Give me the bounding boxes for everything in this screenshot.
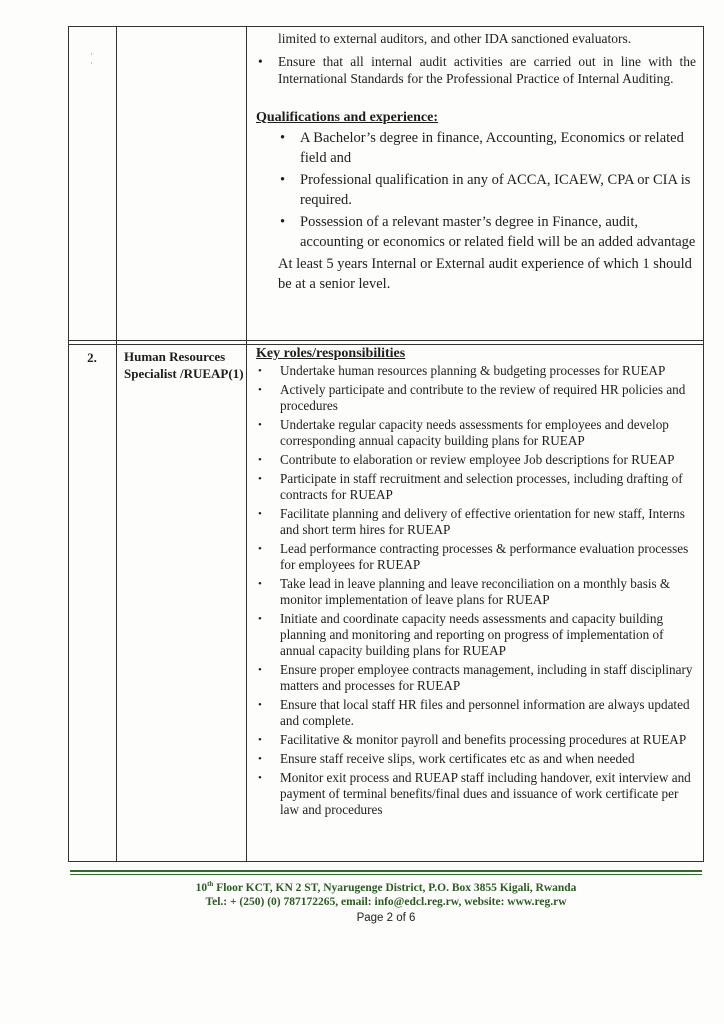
- scan-mark: · ·: [90, 49, 93, 68]
- list-item: • A Bachelor’s degree in finance, Accounting, Economics or related field and: [256, 128, 696, 168]
- page-number: Page 2 of 6: [356, 912, 416, 924]
- list-item: • Ensure that local staff HR files and personnel information are always updated and complete.: [256, 697, 696, 729]
- list-item: • Contribute to elaboration or review employee Job descriptions for RUEAP: [256, 452, 696, 468]
- row2-position-title: Human Resources Specialist /RUEAP(1): [124, 349, 244, 381]
- responsibilities-list: [256, 363, 696, 818]
- experience-note: At least 5 years Internal or External audit experience of which 1 should be at a senior level.: [278, 256, 692, 292]
- table-right-border: [703, 26, 704, 862]
- row2-number: 2.: [87, 350, 97, 365]
- table-top-border: [68, 26, 704, 27]
- list-item: • Possession of a relevant master’s degree in Finance, audit, accounting or economics or related field will be an added advantage: [256, 212, 696, 252]
- list-item: • Facilitative & monitor payroll and benefits processing procedures at RUEAP: [256, 732, 696, 748]
- table-left-border: [68, 26, 69, 862]
- key-roles-heading: Key roles/responsibilities: [256, 346, 406, 361]
- footer-rule-thin: [70, 874, 702, 875]
- list-item: • Lead performance contracting processes & performance evaluation processes for employees for RUEAP: [256, 541, 696, 573]
- list-item: • Ensure that all internal audit activities are carried out in line with the International Standards for the Professional Practice of Internal Auditing.: [256, 53, 696, 87]
- row-divider: [68, 340, 704, 341]
- list-item: • Actively participate and contribute to the review of required HR policies and procedures: [256, 382, 696, 414]
- list-item: • Take lead in leave planning and leave reconciliation on a monthly basis & monitor implementation of leave plans for RUEAP: [256, 576, 696, 608]
- column-divider-position: [246, 26, 247, 862]
- list-item: • Undertake regular capacity needs assessments for employees and develop corresponding annual capacity building plans for RUEAP: [256, 417, 696, 449]
- column-divider-number: [116, 26, 117, 862]
- address-text: Floor KCT, KN 2 ST, Nyarugenge District, P.O. Box 3855 Kigali, Rwanda: [213, 881, 577, 894]
- list-item: • Professional qualification in any of ACCA, ICAEW, CPA or CIA is required.: [256, 170, 696, 210]
- row2-description-cell: [256, 346, 696, 821]
- list-item: • Ensure proper employee contracts management, including in staff disciplinary matters and processes for RUEAP: [256, 662, 696, 694]
- row1-description-cell: [256, 30, 696, 294]
- list-item: • Initiate and coordinate capacity needs assessments and capacity building planning and monitoring and reporting on progress of implementation of annual capacity building plans for RUEAP: [256, 611, 696, 659]
- footer-rule: [70, 870, 702, 872]
- floor-number: 10: [195, 881, 208, 894]
- row-divider-double: [68, 344, 704, 345]
- table-bottom-border: [68, 861, 704, 862]
- footer-contact: Tel.: + (250) (0) 787172265, email: info@edcl.reg.rw, website: www.reg.rw: [205, 896, 567, 908]
- list-item: • Monitor exit process and RUEAP staff including handover, exit interview and payment of terminal benefits/final dues and issuance of work certificate per law and procedures: [256, 770, 696, 818]
- list-item: • Participate in staff recruitment and selection processes, including drafting of contracts for RUEAP: [256, 471, 696, 503]
- floor-suffix: th: [207, 880, 214, 888]
- list-item: • Facilitate planning and delivery of effective orientation for new staff, Interns and short term hires for RUEAP: [256, 506, 696, 538]
- qualifications-heading: Qualifications and experience:: [256, 110, 438, 125]
- row1-bullet-list: [256, 53, 696, 87]
- list-item: • Undertake human resources planning & budgeting processes for RUEAP: [256, 363, 696, 379]
- list-item: • Ensure staff receive slips, work certificates etc as and when needed: [256, 751, 696, 767]
- footer-address: [70, 880, 702, 894]
- qualifications-list: [256, 128, 696, 252]
- row1-intro-line: limited to external auditors, and other IDA sanctioned evaluators.: [278, 31, 632, 46]
